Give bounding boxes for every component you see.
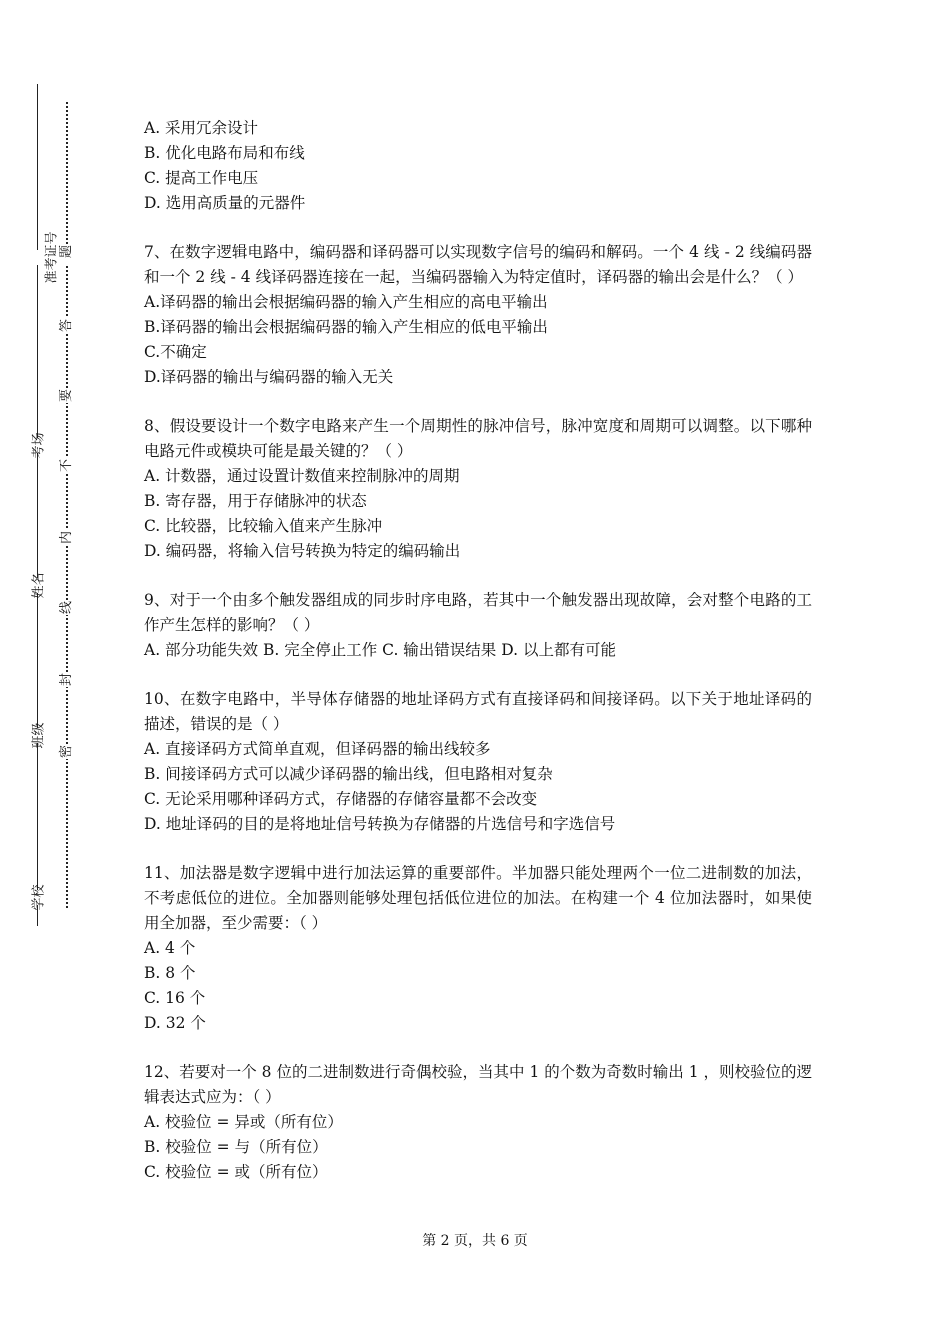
seal-char: 线 <box>59 600 75 615</box>
margin-label-exam-id: 准考证号 <box>26 250 78 265</box>
question-12 <box>144 1060 812 1185</box>
option: C.不确定 <box>144 343 207 361</box>
option: A. 部分功能失效 B. 完全停止工作 C. 输出错误结果 D. 以上都有可能 <box>144 641 616 659</box>
seal-char: 答 <box>59 318 75 333</box>
option: A.译码器的输出会根据编码器的输入产生相应的高电平输出 <box>144 293 548 311</box>
option: B. 优化电路布局和布线 <box>144 144 305 162</box>
seal-char: 密 <box>59 744 75 759</box>
option: B. 间接译码方式可以减少译码器的输出线，但电路相对复杂 <box>144 765 553 783</box>
option: C. 提高工作电压 <box>144 169 259 187</box>
option: D. 选用高质量的元器件 <box>144 194 306 212</box>
question-10 <box>144 687 812 837</box>
seal-char: 要 <box>59 388 75 403</box>
option: A. 校验位 = 异或（所有位） <box>144 1113 343 1131</box>
option: B. 校验位 = 与（所有位） <box>144 1138 328 1156</box>
option: A. 计数器，通过设置计数值来控制脉冲的周期 <box>144 467 460 485</box>
option: B. 8 个 <box>144 964 196 982</box>
question-stem: 7、在数字逻辑电路中，编码器和译码器可以实现数字信号的编码和解码。一个 4 线 - 2 线编码器和一个 2 线 - 4 线译码器连接在一起，当编码器输入为特定值时，译码器的输出会是什么？（ ） <box>144 243 812 286</box>
question-9 <box>144 588 812 663</box>
binding-line <box>37 84 38 926</box>
option: C. 比较器，比较输入值来产生脉冲 <box>144 517 383 535</box>
option: B. 寄存器，用于存储脉冲的状态 <box>144 492 367 510</box>
option: D.译码器的输出与编码器的输入无关 <box>144 368 394 386</box>
question-stem: 9、对于一个由多个触发器组成的同步时序电路，若其中一个触发器出现故障，会对整个电路的工作产生怎样的影响？（ ） <box>144 591 812 634</box>
previous-question-options <box>144 116 812 216</box>
question-stem: 10、在数字电路中，半导体存储器的地址译码方式有直接译码和间接译码。以下关于地址译码的描述，错误的是（ ） <box>144 690 812 733</box>
option: B.译码器的输出会根据编码器的输入产生相应的低电平输出 <box>144 318 548 336</box>
option: A. 直接译码方式简单直观，但译码器的输出线较多 <box>144 740 491 758</box>
option: C. 无论采用哪种译码方式，存储器的存储容量都不会改变 <box>144 790 538 808</box>
seal-char: 题 <box>59 244 75 259</box>
option: C. 16 个 <box>144 989 206 1007</box>
question-7 <box>144 240 812 390</box>
margin-label-name: 姓名 <box>26 578 52 593</box>
margin-label-class: 班级 <box>26 728 52 743</box>
option: D. 地址译码的目的是将地址信号转换为存储器的片选信号和字选信号 <box>144 815 616 833</box>
seal-dotted-line <box>66 102 68 908</box>
question-11 <box>144 861 812 1036</box>
question-8 <box>144 414 812 564</box>
margin-label-exam-room: 考场 <box>26 438 52 453</box>
question-content <box>144 116 812 1185</box>
seal-char: 不 <box>59 458 75 473</box>
option: D. 编码器，将输入信号转换为特定的编码输出 <box>144 542 461 560</box>
option: D. 32 个 <box>144 1014 206 1032</box>
option: C. 校验位 = 或（所有位） <box>144 1163 328 1181</box>
question-stem: 12、若要对一个 8 位的二进制数进行奇偶校验，当其中 1 的个数为奇数时输出 1 ，则校验位的逻辑表达式应为：（ ） <box>144 1063 812 1106</box>
seal-char: 封 <box>59 672 75 687</box>
option: A. 采用冗余设计 <box>144 119 259 137</box>
page-footer: 第 2 页，共 6 页 <box>422 1233 528 1249</box>
question-stem: 8、假设要设计一个数字电路来产生一个周期性的脉冲信号，脉冲宽度和周期可以调整。以下哪种电路元件或模块可能是最关键的？（ ） <box>144 417 812 460</box>
option: A. 4 个 <box>144 939 196 957</box>
seal-char: 内 <box>59 530 75 545</box>
question-stem: 11、加法器是数字逻辑中进行加法运算的重要部件。半加器只能处理两个一位二进制数的加法，不考虑低位的进位。全加器则能够处理包括低位进位的加法。在构建一个 4 位加法器时，如果使用全加器，至少需要：（ ） <box>144 864 812 932</box>
margin-label-school: 学校 <box>26 890 52 905</box>
